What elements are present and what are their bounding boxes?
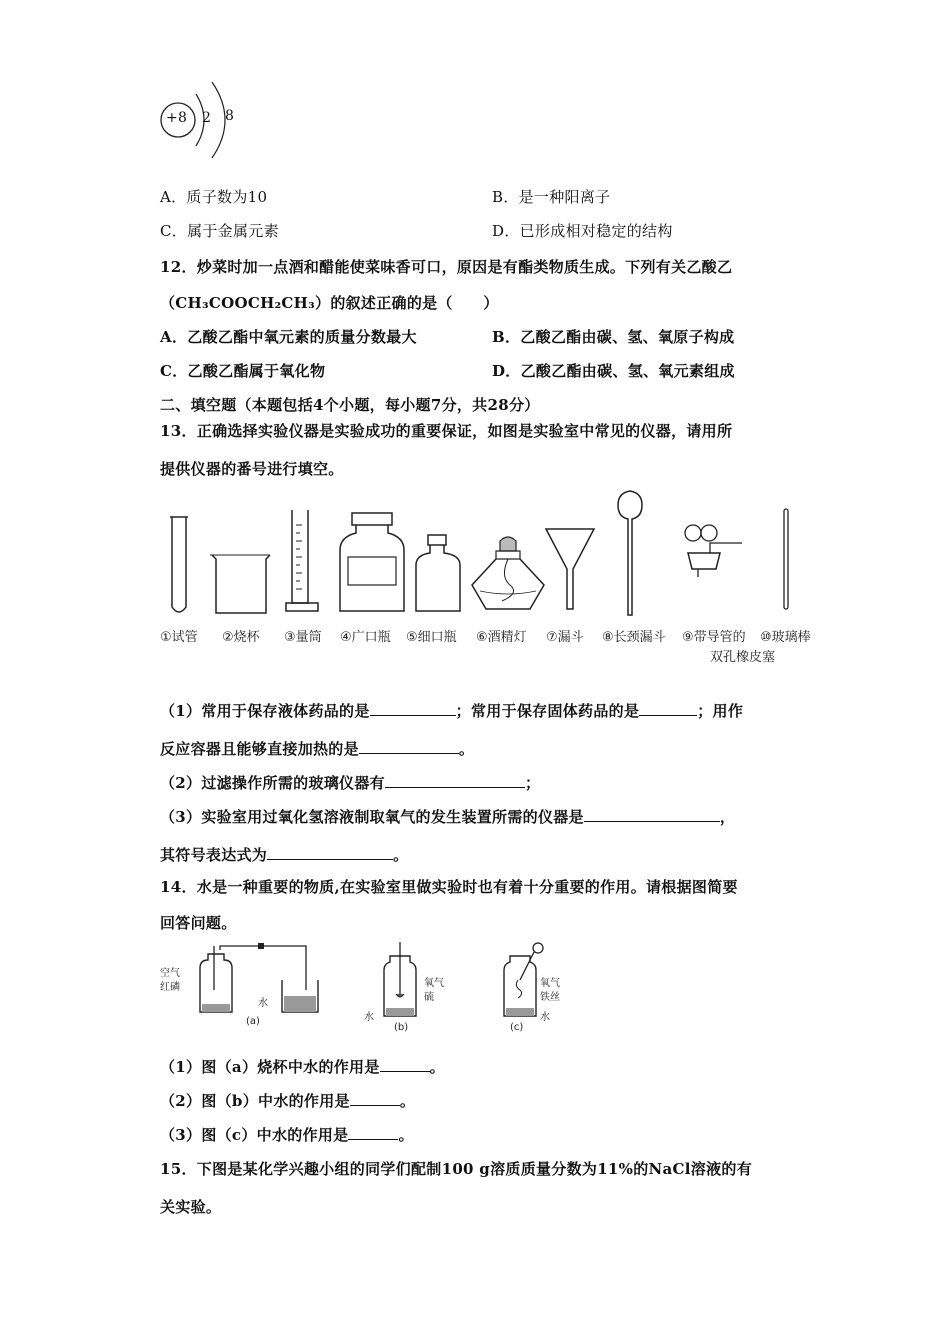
q14-stem-line2: 回答问题。 [160, 914, 237, 932]
lab-instruments-figure [150, 485, 830, 625]
answer-blank[interactable] [584, 807, 720, 822]
q12-option-c: C．乙酸乙酯属于氧化物 [160, 362, 326, 380]
q14-part2: （2）图（b）中水的作用是 。 [160, 1092, 416, 1110]
atom-shell2-count: 8 [225, 108, 235, 124]
instrument-label-2: ②烧杯 [222, 630, 260, 645]
instrument-label-10: ⑩玻璃棒 [760, 630, 811, 645]
q12-option-a: A．乙酸乙酯中氧元素的质量分数最大 [160, 328, 417, 346]
q13-part1-line2: 反应容器且能够直接加热的是 。 [160, 740, 475, 758]
q15-stem-line1: 15．下图是某化学兴趣小组的同学们配制100 g溶质质量分数为11%的NaCl溶液的有 [160, 1160, 752, 1178]
q13-part3-line2: 其符号表达式为 。 [160, 846, 409, 864]
q11-option-a: A．质子数为10 [160, 188, 268, 206]
instrument-label-9: ⑨带导管的 [682, 630, 746, 645]
answer-blank[interactable] [370, 701, 456, 716]
instrument-label-7: ⑦漏斗 [546, 630, 584, 645]
alcohol-lamp-icon [472, 537, 544, 609]
fig-a-tag: (a) [246, 1016, 260, 1027]
fig-b-label-sulfur: 硫 [424, 992, 434, 1003]
q14-stem-line1: 14．水是一种重要的物质,在实验室里做实验时也有着十分重要的作用。请根据图简要 [160, 878, 738, 896]
q13-part3-line1: （3）实验室用过氧化氢溶液制取氧气的发生装置所需的仪器是 ， [160, 808, 736, 826]
q13-part2: （2）过滤操作所需的玻璃仪器有 ； [160, 774, 541, 792]
q12-option-b: B．乙酸乙酯由碳、氢、氧原子构成 [492, 328, 735, 346]
graduated-cylinder-icon [286, 510, 318, 611]
q13-part1-line1: （1）常用于保存液体药品的是 ；常用于保存固体药品的是 ；用作 [160, 702, 744, 720]
answer-blank[interactable] [359, 739, 459, 754]
q11-option-b: B．是一种阳离子 [492, 188, 611, 206]
fig-b-tag: (b) [394, 1022, 409, 1033]
q11-option-d: D．已形成相对稳定的结构 [492, 222, 673, 240]
instrument-label-1: ①试管 [160, 630, 198, 645]
instrument-label-5: ⑤细口瓶 [406, 630, 457, 645]
two-hole-stopper-icon [685, 525, 742, 577]
instrument-label-3: ③量筒 [284, 630, 322, 645]
q12-option-d: D．乙酸乙酯由碳、氢、氧元素组成 [492, 362, 735, 380]
instrument-label-8: ⑧长颈漏斗 [602, 630, 666, 645]
glass-rod-icon [784, 509, 788, 609]
funnel-icon [546, 529, 594, 609]
instrument-label-6: ⑥酒精灯 [476, 630, 527, 645]
answer-blank[interactable] [348, 1125, 398, 1140]
narrow-mouth-bottle-icon [416, 535, 460, 611]
answer-blank[interactable] [267, 845, 393, 860]
q14-part1: （1）图（a）烧杯中水的作用是 。 [160, 1058, 445, 1076]
answer-blank[interactable] [385, 773, 525, 788]
fig-c-label-wire: 铁丝 [540, 992, 560, 1003]
section-heading: 二、填空题（本题包括4个小题，每小题7分，共28分） [160, 396, 540, 414]
wide-mouth-bottle-icon [340, 513, 404, 611]
fig-a-label-water: 水 [258, 998, 268, 1009]
answer-blank[interactable] [350, 1091, 400, 1106]
q13-stem-line2: 提供仪器的番号进行填空。 [160, 460, 344, 478]
instrument-label-9-line2: 双孔橡皮塞 [710, 650, 776, 665]
instrument-label-4: ④广口瓶 [340, 630, 391, 645]
figure-b-apparatus [370, 940, 430, 1020]
q12-stem-formula: （CH₃COOCH₂CH₃）的叙述正确的是（ ） [160, 294, 499, 312]
fig-a-label-phosphorus: 红磷 [160, 982, 180, 993]
q13-stem-line1: 13．正确选择实验仪器是实验成功的重要保证，如图是实验室中常见的仪器，请用所 [160, 422, 733, 440]
q14-part3: （3）图（c）中水的作用是 。 [160, 1126, 414, 1144]
figure-a-apparatus [180, 942, 330, 1022]
answer-blank[interactable] [380, 1057, 430, 1072]
answer-blank[interactable] [639, 701, 697, 716]
test-tube-icon [170, 517, 188, 612]
long-neck-funnel-icon [618, 491, 642, 615]
q15-stem-line2: 关实验。 [160, 1198, 222, 1216]
fig-c-label-oxygen: 氧气 [540, 978, 560, 989]
q12-stem-line1: 12．炒菜时加一点酒和醋能使菜味香可口，原因是有酯类物质生成。下列有关乙酸乙 [160, 258, 733, 276]
fig-b-label-water: 水 [364, 1012, 374, 1023]
fig-b-label-oxygen: 氧气 [424, 978, 444, 989]
fig-a-label-air: 空气 [160, 968, 180, 979]
q11-option-c: C．属于金属元素 [160, 222, 279, 240]
atom-shell1-count: 2 [202, 110, 212, 126]
beaker-icon [210, 555, 270, 613]
fig-c-tag: (c) [510, 1022, 524, 1033]
atom-nucleus-charge: +8 [166, 110, 188, 126]
fig-c-label-water: 水 [540, 1012, 550, 1023]
